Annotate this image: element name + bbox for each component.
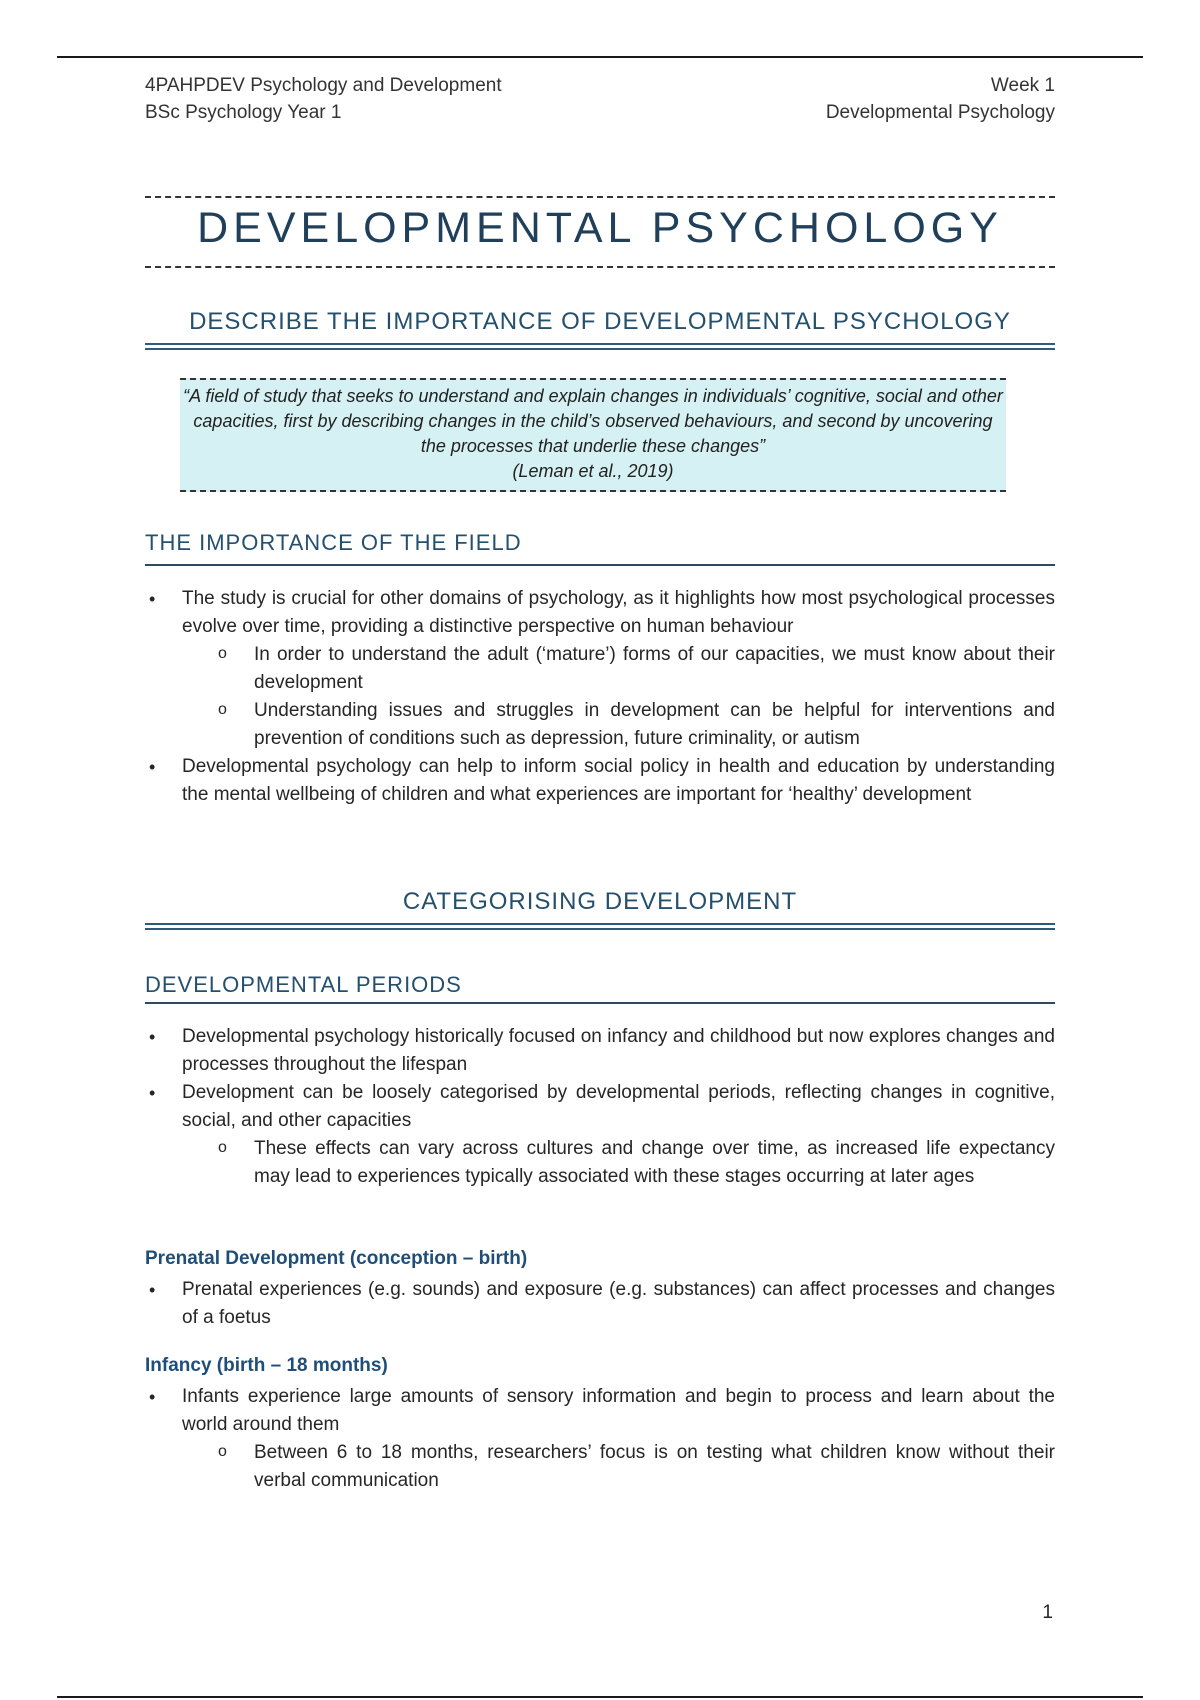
importance-bullet-list	[145, 585, 1055, 809]
list-item: • Prenatal experiences (e.g. sounds) and exposure (e.g. substances) can affect processes and changes of a foetus	[145, 1276, 1055, 1332]
list-item: • Developmental psychology historically focused on infancy and childhood but now explores changes and processes throughout the lifespan	[145, 1023, 1055, 1079]
list-item: o In order to understand the adult (‘mature’) forms of our capacities, we must know about their development	[182, 641, 1055, 697]
periods-bullet-list	[145, 1023, 1055, 1191]
list-item	[145, 585, 1055, 753]
quote-citation: (Leman et al., 2019)	[512, 461, 674, 481]
definition-quote-box	[180, 378, 1006, 492]
infancy-title: Infancy (birth – 18 months)	[145, 1355, 388, 1376]
section-heading-rule	[145, 343, 1055, 350]
bullet-text: Infants experience large amounts of sensory information and begin to process and learn about the world around them	[182, 1386, 1055, 1435]
prenatal-bullet-list	[145, 1276, 1055, 1332]
definition-quote	[180, 384, 1006, 484]
topic-label: Developmental Psychology	[825, 102, 1055, 123]
section-heading-importance: DESCRIBE THE IMPORTANCE OF DEVELOPMENTAL PSYCHOLOGY	[189, 308, 1011, 335]
header-left	[145, 72, 502, 126]
week-label: Week 1	[990, 75, 1055, 96]
list-item: o These effects can vary across cultures and change over time, as increased life expectancy may lead to experiences typically associated with these stages occurring at later ages	[182, 1135, 1055, 1191]
subheading-rule	[145, 1002, 1055, 1004]
bullet-text: Development can be loosely categorised by developmental periods, reflecting changes in cognitive, social, and other capacities	[182, 1082, 1055, 1131]
programme-label: BSc Psychology Year 1	[145, 102, 342, 123]
infancy-bullet-list	[145, 1383, 1055, 1495]
sub-bullet-list	[182, 1135, 1055, 1191]
top-border-rule	[57, 56, 1143, 58]
header-right	[826, 72, 1055, 126]
title-box	[145, 196, 1055, 268]
prenatal-title: Prenatal Development (conception – birth)	[145, 1248, 528, 1269]
document-title: DEVELOPMENTAL PSYCHOLOGY	[197, 204, 1003, 252]
subheading-developmental-periods: DEVELOPMENTAL PERIODS	[145, 972, 462, 997]
list-item: • Developmental psychology can help to inform social policy in health and education by understanding the mental wellbeing of children and what experiences are important for ‘healthy’ development	[145, 753, 1055, 809]
page-number: 1	[1042, 1602, 1053, 1623]
list-item	[145, 1079, 1055, 1191]
quote-text: “A field of study that seeks to understand and explain changes in individuals’ cognitive, social and other capacities, first by describing changes in the child’s observed behaviours, and second by uncovering the processes that underlie these changes”	[183, 386, 1003, 456]
bullet-text: The study is crucial for other domains of psychology, as it highlights how most psychological processes evolve over time, providing a distinctive perspective on human behaviour	[182, 588, 1055, 637]
section-heading-rule	[145, 923, 1055, 930]
list-item: o Understanding issues and struggles in development can be helpful for interventions and prevention of conditions such as depression, future criminality, or autism	[182, 697, 1055, 753]
subheading-importance-field: THE IMPORTANCE OF THE FIELD	[145, 530, 522, 555]
subheading-rule	[145, 564, 1055, 566]
sub-bullet-list	[182, 641, 1055, 753]
course-title: 4PAHPDEV Psychology and Development	[145, 75, 502, 96]
bottom-border-rule	[57, 1696, 1143, 1698]
section-heading-categorising: CATEGORISING DEVELOPMENT	[402, 888, 798, 915]
list-item: o Between 6 to 18 months, researchers’ focus is on testing what children know without their verbal communication	[182, 1439, 1055, 1495]
sub-bullet-list	[182, 1439, 1055, 1495]
list-item	[145, 1383, 1055, 1495]
